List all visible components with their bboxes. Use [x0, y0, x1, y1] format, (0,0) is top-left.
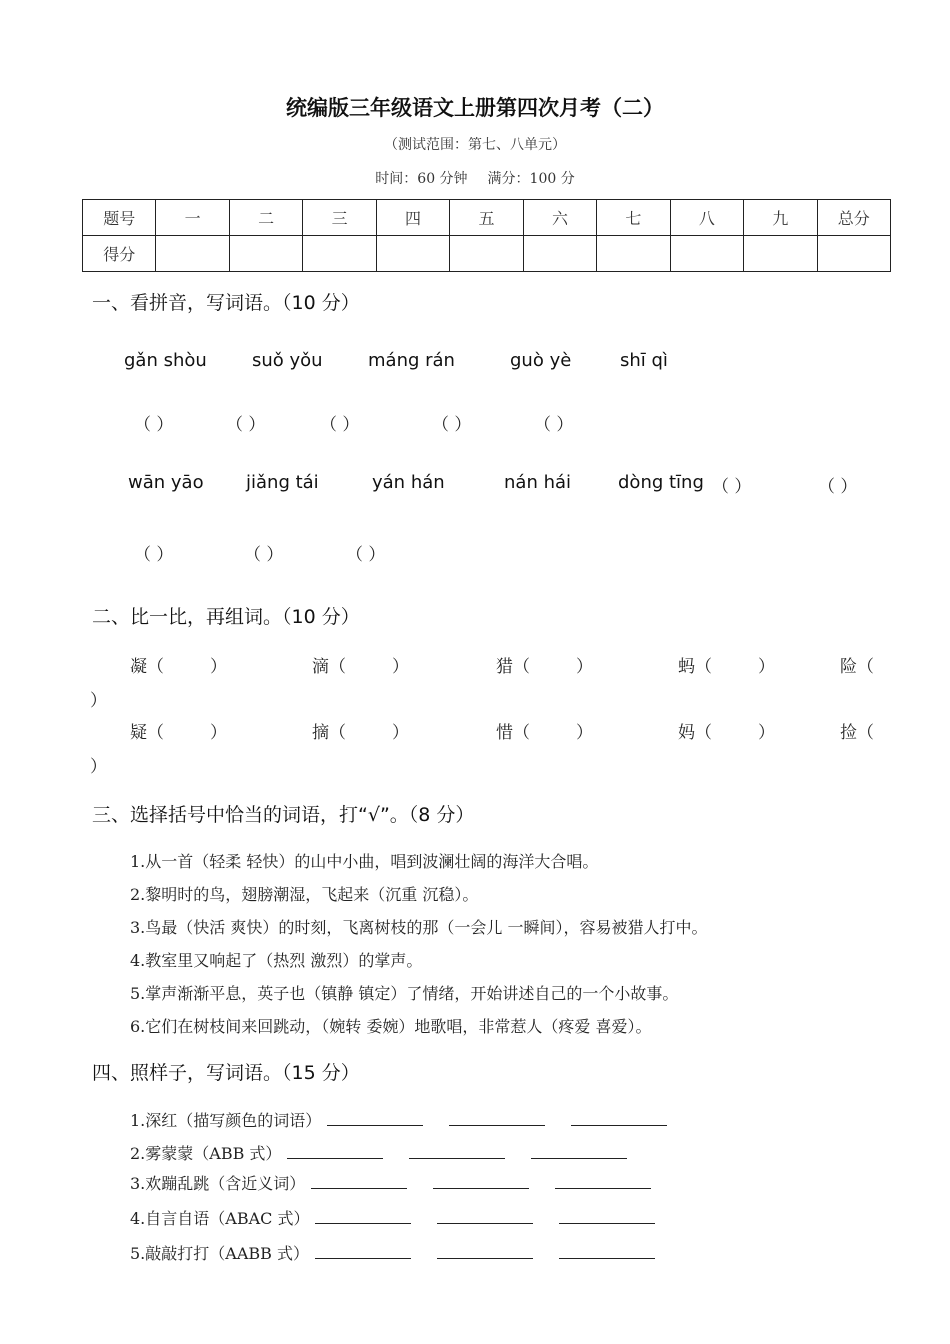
score-header-cell: 四: [376, 200, 449, 236]
compare-word-3: [496, 652, 593, 677]
example-item-5: [130, 1241, 681, 1264]
score-cell[interactable]: [744, 236, 817, 272]
example-item-4: [130, 1206, 681, 1229]
answer-line[interactable]: [437, 1209, 533, 1224]
answer-line[interactable]: [559, 1244, 655, 1259]
score-cell[interactable]: [523, 236, 596, 272]
score-cell[interactable]: [156, 236, 229, 272]
pinyin: nán hái: [504, 472, 572, 493]
choice-item: 6.它们在树枝间来回跳动，（婉转 委婉）地歌唱，非常惹人（疼爱 喜爱）。: [130, 1017, 652, 1036]
character: 蚂: [678, 657, 695, 677]
character: 惜: [496, 723, 513, 743]
answer-line[interactable]: [555, 1174, 651, 1189]
answer-blank[interactable]: （ ）: [134, 545, 174, 565]
example-item-2: [130, 1141, 653, 1164]
score-header-cell: 七: [597, 200, 670, 236]
test-scope: （测试范围：第七、八单元）: [384, 137, 566, 153]
open-paren: （: [513, 723, 530, 743]
section2-heading: 二、比一比，再组词。（10 分）: [92, 606, 360, 628]
answer-line[interactable]: [287, 1144, 383, 1159]
answer-line[interactable]: [311, 1174, 407, 1189]
score-header-cell: 总分: [817, 200, 890, 236]
score-cell[interactable]: [817, 236, 890, 272]
compare-word-4: [678, 652, 775, 677]
pinyin: wān yāo: [128, 472, 204, 493]
section4-heading: 四、照样子，写词语。（15 分）: [92, 1062, 360, 1084]
pinyin: shī qì: [620, 350, 668, 371]
full-score: 满分：100 分: [487, 171, 575, 187]
time-and-score-info: [0, 168, 950, 188]
choice-item: 2.黎明时的鸟，翅膀潮湿，飞起来（沉重 沉稳）。: [130, 885, 479, 904]
compare-word-2: [312, 652, 409, 677]
compare-word-10: [840, 718, 874, 743]
score-table-score-row: [83, 236, 891, 272]
open-paren: （: [857, 723, 874, 743]
pinyin: suǒ yǒu: [252, 350, 323, 371]
score-cell[interactable]: [450, 236, 523, 272]
pinyin: gǎn shòu: [124, 350, 207, 371]
close-paren: ）: [758, 657, 775, 677]
choice-item: 1.从一首（轻柔 轻快）的山中小曲，唱到波澜壮阔的海洋大合唱。: [130, 852, 599, 871]
pinyin: guò yè: [510, 350, 572, 371]
compare-word-7: [312, 718, 409, 743]
answer-line[interactable]: [315, 1244, 411, 1259]
open-paren: （: [695, 723, 712, 743]
answer-blank[interactable]: （ ）: [534, 415, 574, 435]
compare-word-8: [496, 718, 593, 743]
answer-blank[interactable]: （ ）: [432, 415, 472, 435]
open-paren: （: [329, 723, 346, 743]
answer-line[interactable]: [437, 1244, 533, 1259]
open-paren: （: [147, 723, 164, 743]
pinyin: máng rán: [368, 350, 455, 371]
compare-word-9: [678, 718, 775, 743]
score-header-cell: 题号: [83, 200, 156, 236]
character: 摘: [312, 723, 329, 743]
choice-item: 4.教室里又响起了（热烈 激烈）的掌声。: [130, 951, 423, 970]
answer-line[interactable]: [531, 1144, 627, 1159]
score-header-cell: 三: [303, 200, 376, 236]
example-prompt: 2.雾蒙蒙（ABB 式）: [130, 1144, 282, 1163]
score-cell[interactable]: [376, 236, 449, 272]
choice-item: 5.掌声渐渐平息，英子也（镇静 镇定）了情绪，开始讲述自己的一个小故事。: [130, 984, 679, 1003]
close-paren: ）: [392, 657, 409, 677]
close-paren-wrapped: ）: [90, 691, 107, 711]
close-paren: ）: [210, 723, 227, 743]
close-paren: ）: [758, 723, 775, 743]
close-paren: ）: [576, 657, 593, 677]
answer-line[interactable]: [449, 1111, 545, 1126]
example-prompt: 4.自言自语（ABAC 式）: [130, 1209, 310, 1228]
answer-blank[interactable]: （ ）: [712, 477, 752, 497]
example-item-3: [130, 1171, 677, 1194]
compare-word-6: [130, 718, 227, 743]
pinyin: yán hán: [372, 472, 445, 493]
answer-blank[interactable]: （ ）: [244, 545, 284, 565]
open-paren: （: [695, 657, 712, 677]
score-row-label: 得分: [83, 236, 156, 272]
score-header-cell: 八: [670, 200, 743, 236]
close-paren-wrapped: ）: [90, 757, 107, 777]
character: 捡: [840, 723, 857, 743]
example-prompt: 3.欢蹦乱跳（含近义词）: [130, 1174, 306, 1193]
answer-line[interactable]: [409, 1144, 505, 1159]
open-paren: （: [513, 657, 530, 677]
answer-blank[interactable]: （ ）: [818, 477, 858, 497]
score-header-cell: 一: [156, 200, 229, 236]
choice-item: 3.鸟最（快活 爽快）的时刻，飞离树枝的那（一会儿 一瞬间），容易被猎人打中。: [130, 918, 708, 937]
pinyin: jiǎng tái: [246, 472, 319, 493]
open-paren: （: [147, 657, 164, 677]
answer-blank[interactable]: （ ）: [134, 415, 174, 435]
page-title: 统编版三年级语文上册第四次月考（二）: [286, 95, 664, 120]
answer-line[interactable]: [559, 1209, 655, 1224]
close-paren: ）: [210, 657, 227, 677]
score-header-cell: 五: [450, 200, 523, 236]
compare-word-5: [840, 652, 874, 677]
answer-line[interactable]: [327, 1111, 423, 1126]
answer-line[interactable]: [433, 1174, 529, 1189]
score-table: [82, 199, 891, 272]
pinyin: dòng tīng: [618, 472, 704, 493]
example-item-1: [130, 1108, 693, 1131]
score-cell[interactable]: [597, 236, 670, 272]
open-paren: （: [857, 657, 874, 677]
time-limit: 时间：60 分钟: [375, 171, 468, 187]
score-table-header-row: [83, 200, 891, 236]
character: 凝: [130, 657, 147, 677]
score-cell[interactable]: [670, 236, 743, 272]
character: 险: [840, 657, 857, 677]
section3-heading: 三、选择括号中恰当的词语，打“√”。（8 分）: [92, 804, 475, 826]
answer-blank[interactable]: （ ）: [226, 415, 266, 435]
example-prompt: 5.敲敲打打（AABB 式）: [130, 1244, 309, 1263]
score-cell[interactable]: [229, 236, 302, 272]
character: 滴: [312, 657, 329, 677]
close-paren: ）: [576, 723, 593, 743]
character: 妈: [678, 723, 695, 743]
close-paren: ）: [392, 723, 409, 743]
compare-word-1: [130, 652, 227, 677]
character: 疑: [130, 723, 147, 743]
answer-blank[interactable]: （ ）: [346, 545, 386, 565]
answer-blank[interactable]: （ ）: [320, 415, 360, 435]
open-paren: （: [329, 657, 346, 677]
answer-line[interactable]: [571, 1111, 667, 1126]
section1-heading: 一、看拼音，写词语。（10 分）: [92, 292, 360, 314]
example-prompt: 1.深红（描写颜色的词语）: [130, 1111, 322, 1130]
score-cell[interactable]: [303, 236, 376, 272]
score-header-cell: 九: [744, 200, 817, 236]
score-header-cell: 六: [523, 200, 596, 236]
character: 猎: [496, 657, 513, 677]
score-header-cell: 二: [229, 200, 302, 236]
answer-line[interactable]: [315, 1209, 411, 1224]
